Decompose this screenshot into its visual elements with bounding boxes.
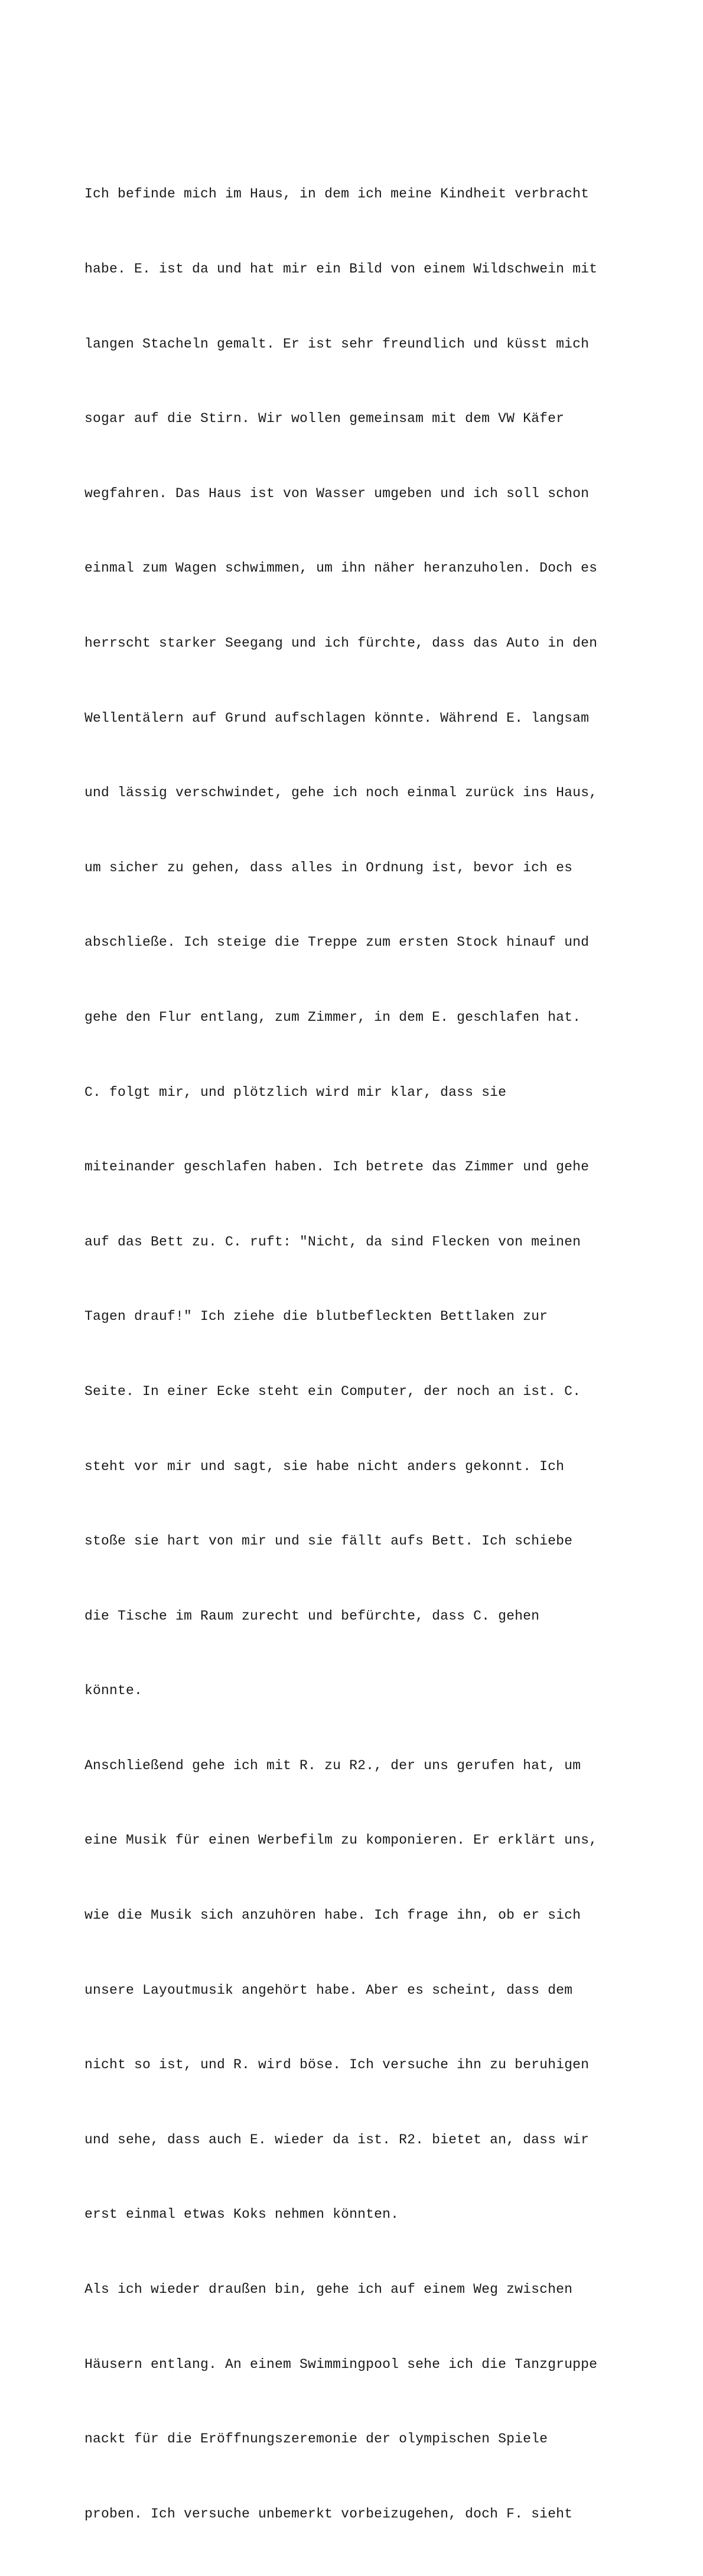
text-line: nicht so ist, und R. wird böse. Ich versuche ihn zu beruhigen (84, 2057, 590, 2073)
text-line: Ich befinde mich im Haus, in dem ich meine Kindheit verbracht (84, 186, 590, 202)
text-line: steht vor mir und sagt, sie habe nicht anders gekonnt. Ich (84, 1458, 565, 1474)
text-line: erst einmal etwas Koks nehmen könnten. (84, 2207, 399, 2223)
text-line: Seite. In einer Ecke steht ein Computer, der noch an ist. C. (84, 1383, 581, 1399)
text-line: Anschließend gehe ich mit R. zu R2., der uns gerufen hat, um (84, 1757, 581, 1773)
text-line: miteinander geschlafen haben. Ich betrete das Zimmer und gehe (84, 1159, 590, 1175)
text-line: herrscht starker Seegang und ich fürchte, dass das Auto in den (84, 635, 598, 651)
text-line: die Tische im Raum zurecht und befürchte, dass C. gehen (84, 1608, 540, 1624)
text-line: könnte. (84, 1683, 143, 1699)
text-line: stoße sie hart von mir und sie fällt aufs Bett. Ich schiebe (84, 1533, 573, 1549)
text-line: C. folgt mir, und plötzlich wird mir klar, dass sie (84, 1084, 507, 1100)
text-line: Als ich wieder draußen bin, gehe ich auf einem Weg zwischen (84, 2282, 573, 2298)
text-line: eine Musik für einen Werbefilm zu komponieren. Er erklärt uns, (84, 1832, 598, 1848)
text-line: sogar auf die Stirn. Wir wollen gemeinsam mit dem VW Käfer (84, 411, 565, 427)
text-line: einmal zum Wagen schwimmen, um ihn näher heranzuholen. Doch es (84, 560, 598, 576)
text-line: nackt für die Eröffnungszeremonie der olympischen Spiele (84, 2431, 548, 2447)
text-line: langen Stacheln gemalt. Er ist sehr freundlich und küsst mich (84, 336, 590, 352)
text-line: auf das Bett zu. C. ruft: "Nicht, da sind Flecken von meinen (84, 1234, 581, 1250)
dream-text (84, 132, 646, 2576)
text-line: wegfahren. Das Haus ist von Wasser umgeben und ich soll schon (84, 485, 590, 501)
text-line: und lässig verschwindet, gehe ich noch einmal zurück ins Haus, (84, 785, 598, 801)
text-line: abschließe. Ich steige die Treppe zum ersten Stock hinauf und (84, 935, 590, 950)
text-line: gehe den Flur entlang, zum Zimmer, in dem E. geschlafen hat. (84, 1009, 581, 1025)
text-line: Tagen drauf!" Ich ziehe die blutbefleckten Bettlaken zur (84, 1309, 548, 1325)
text-line: wie die Musik sich anzuhören habe. Ich frage ihn, ob er sich (84, 1907, 581, 1923)
text-line: und sehe, dass auch E. wieder da ist. R2. bietet an, dass wir (84, 2131, 590, 2147)
text-line: Wellentälern auf Grund aufschlagen könnte. Während E. langsam (84, 710, 590, 726)
text-line: habe. E. ist da und hat mir ein Bild von einem Wildschwein mit (84, 261, 598, 277)
text-line: Häusern entlang. An einem Swimmingpool sehe ich die Tanzgruppe (84, 2356, 598, 2372)
text-line: unsere Layoutmusik angehört habe. Aber es scheint, dass dem (84, 1982, 573, 1998)
text-line: um sicher zu gehen, dass alles in Ordnung ist, bevor ich es (84, 859, 573, 875)
text-line: proben. Ich versuche unbemerkt vorbeizugehen, doch F. sieht (84, 2506, 573, 2522)
